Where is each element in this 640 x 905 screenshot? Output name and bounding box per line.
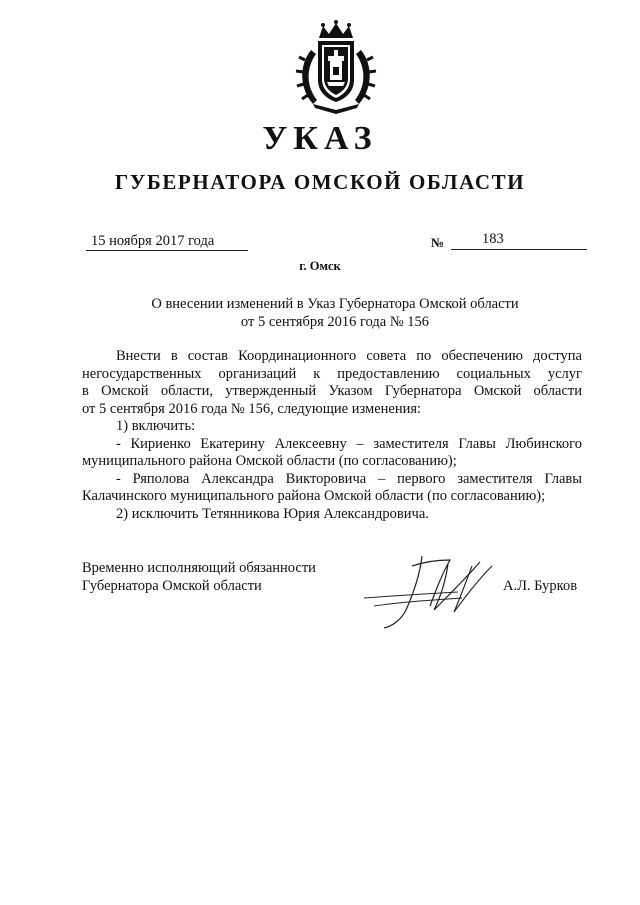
document-city: г. Омск bbox=[299, 259, 341, 273]
document-number: 183 bbox=[482, 231, 504, 247]
body-line: от 5 сентября 2016 года № 156, следующие изменения: bbox=[82, 400, 422, 417]
body-line: 1) включить: bbox=[116, 418, 196, 434]
body-line: - Кириенко Екатерину Алексеевну – заместителя Главы Любинского bbox=[116, 435, 582, 452]
heading-line-1: О внесении изменений в Указ Губернатора Омской области bbox=[151, 296, 519, 312]
signatory-position bbox=[82, 559, 316, 595]
body-line: негосударственных организаций к предоставлению социальных услуг bbox=[82, 365, 582, 382]
document-subtitle: ГУБЕРНАТОРА ОМСКОЙ ОБЛАСТИ bbox=[114, 170, 526, 194]
document-number-underline bbox=[451, 248, 587, 250]
document-heading bbox=[80, 295, 590, 331]
document-body bbox=[82, 348, 582, 523]
body-line: - Ряполова Александра Викторовича – первого заместителя Главы bbox=[116, 470, 582, 487]
body-line: Внести в состав Координационного совета по обеспечению доступа bbox=[116, 348, 582, 364]
handwritten-signature bbox=[362, 552, 502, 630]
body-line: Калачинского муниципального района Омской области (по согласованию); bbox=[82, 488, 546, 504]
signatory-position-line-1: Временно исполняющий обязанности bbox=[82, 560, 316, 576]
signatory-name: А.Л. Бурков bbox=[503, 578, 578, 594]
coat-of-arms-emblem bbox=[291, 20, 381, 114]
document-date: 15 ноября 2017 года bbox=[86, 232, 248, 251]
signatory-position-line-2: Губернатора Омской области bbox=[82, 578, 262, 594]
body-line: муниципального района Омской области (по согласованию); bbox=[82, 453, 457, 469]
heading-line-2: от 5 сентября 2016 года № 156 bbox=[240, 314, 430, 330]
document-number-label: № bbox=[431, 235, 445, 250]
document-title: УКАЗ bbox=[262, 120, 378, 157]
body-line: 2) исключить Тетянникова Юрия Александровича. bbox=[116, 505, 429, 522]
body-line: в Омской области, утвержденный Указом Губернатора Омской области bbox=[82, 383, 582, 399]
